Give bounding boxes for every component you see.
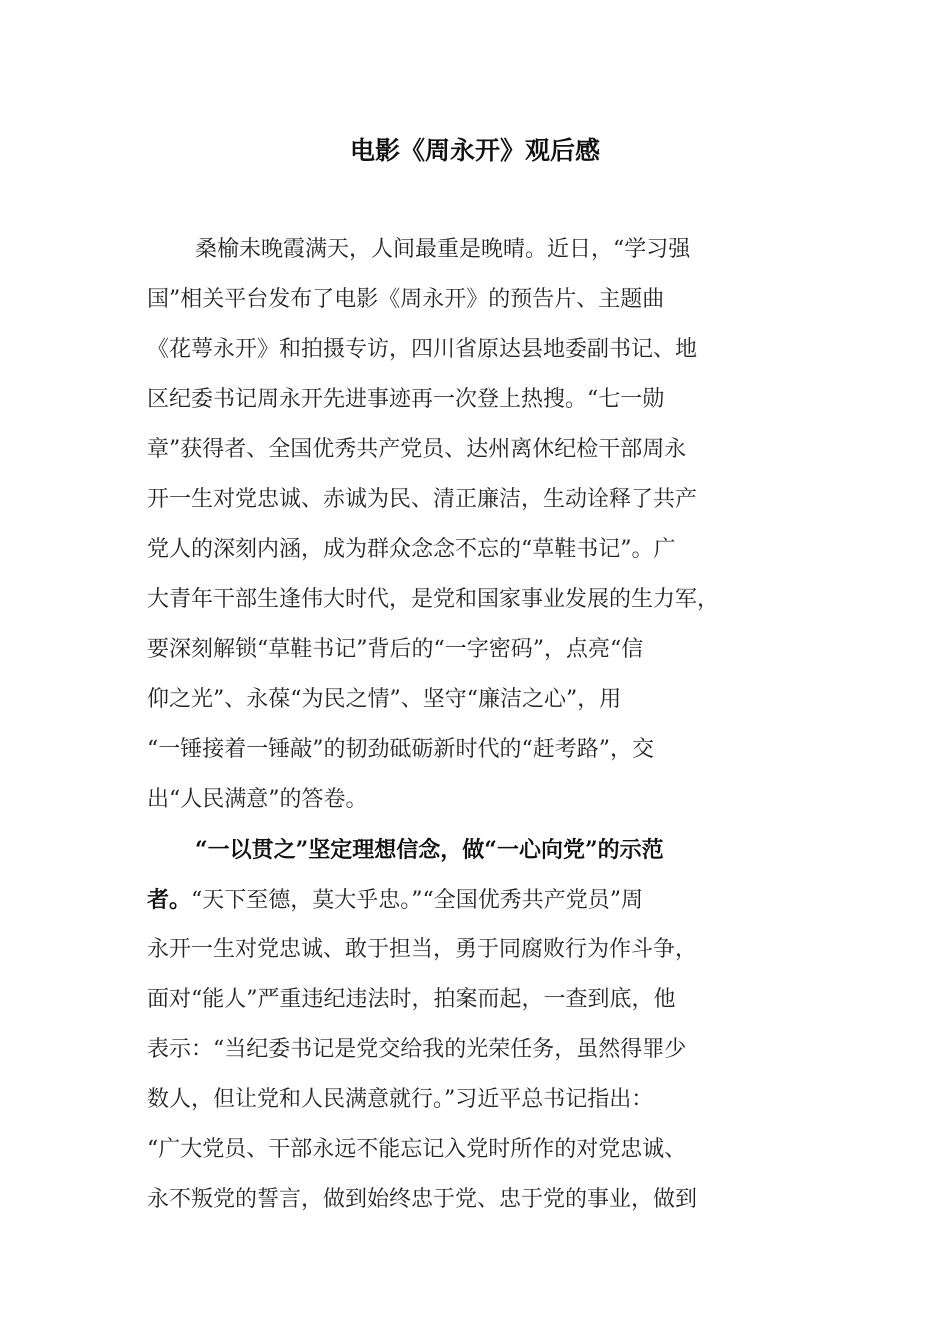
text-run: 数人，但让党和人民满意就行。”习近平总书记指出： bbox=[147, 1087, 654, 1112]
text-line bbox=[147, 425, 797, 475]
text-line bbox=[147, 1175, 797, 1225]
text-run: “广大党员、干部永远不能忘记入党时所作的对党忠诚、 bbox=[147, 1137, 687, 1162]
text-line bbox=[147, 1075, 797, 1125]
text-line bbox=[147, 375, 797, 425]
text-line bbox=[147, 775, 797, 825]
text-line bbox=[147, 875, 797, 925]
text-line bbox=[147, 675, 797, 725]
document-title: 电影《周永开》观后感 bbox=[349, 136, 600, 165]
paragraph bbox=[147, 225, 797, 825]
text-line bbox=[147, 225, 797, 275]
text-line bbox=[147, 475, 797, 525]
text-run: 国”相关平台发布了电影《周永开》的预告片、主题曲 bbox=[147, 287, 665, 312]
text-line bbox=[147, 925, 797, 975]
text-line bbox=[147, 1025, 797, 1075]
text-run: 区纪委书记周永开先进事迹再一次登上热搜。“七一勋 bbox=[147, 387, 665, 412]
text-line bbox=[147, 575, 797, 625]
text-line bbox=[147, 625, 797, 675]
text-run: “天下至德，莫大乎忠。”“全国优秀共产党员”周 bbox=[191, 888, 644, 913]
text-line bbox=[147, 975, 797, 1025]
text-line bbox=[147, 525, 797, 575]
bold-heading-run: “一以贯之”坚定理想信念，做“一心向党”的示范 bbox=[195, 837, 664, 863]
text-line bbox=[147, 325, 797, 375]
text-line bbox=[147, 825, 797, 875]
text-run: 《花萼永开》和拍摄专访，四川省原达县地委副书记、地 bbox=[147, 337, 698, 362]
text-run: 永不叛党的誓言，做到始终忠于党、忠于党的事业，做到 bbox=[147, 1187, 698, 1212]
text-run: 开一生对党忠诚、赤诚为民、清正廉洁，生动诠释了共产 bbox=[147, 487, 698, 512]
paragraph bbox=[147, 825, 797, 1225]
text-run: 面对“能人”严重违纪违法时，拍案而起，一查到底，他 bbox=[147, 987, 676, 1012]
text-run: 桑榆未晚霞满天，人间最重是晚晴。近日，“学习强 bbox=[195, 237, 691, 262]
text-run: 出“人民满意”的答卷。 bbox=[147, 787, 368, 812]
text-run: 党人的深刻内涵，成为群众念念不忘的“草鞋书记”。广 bbox=[147, 537, 676, 562]
document-body bbox=[147, 225, 797, 1225]
text-line bbox=[147, 1125, 797, 1175]
text-run: 表示：“当纪委书记是党交给我的光荣任务，虽然得罪少 bbox=[147, 1037, 687, 1062]
text-run: “一锤接着一锤敲”的韧劲砥砺新时代的“赶考路”，交 bbox=[147, 737, 654, 762]
text-run: 仰之光”、永葆“为民之情”、坚守“廉洁之心”，用 bbox=[147, 687, 622, 712]
text-line bbox=[147, 725, 797, 775]
text-run: 章”获得者、全国优秀共产党员、达州离休纪检干部周永 bbox=[147, 437, 687, 462]
text-line bbox=[147, 275, 797, 325]
text-run: 永开一生对党忠诚、敢于担当，勇于同腐败行为作斗争， bbox=[147, 937, 698, 962]
text-run: 要深刻解锁“草鞋书记”背后的“一字密码”，点亮“信 bbox=[147, 637, 644, 662]
bold-heading-run: 者。 bbox=[147, 887, 192, 913]
text-run: 大青年干部生逢伟大时代，是党和国家事业发展的生力军， bbox=[147, 587, 720, 612]
